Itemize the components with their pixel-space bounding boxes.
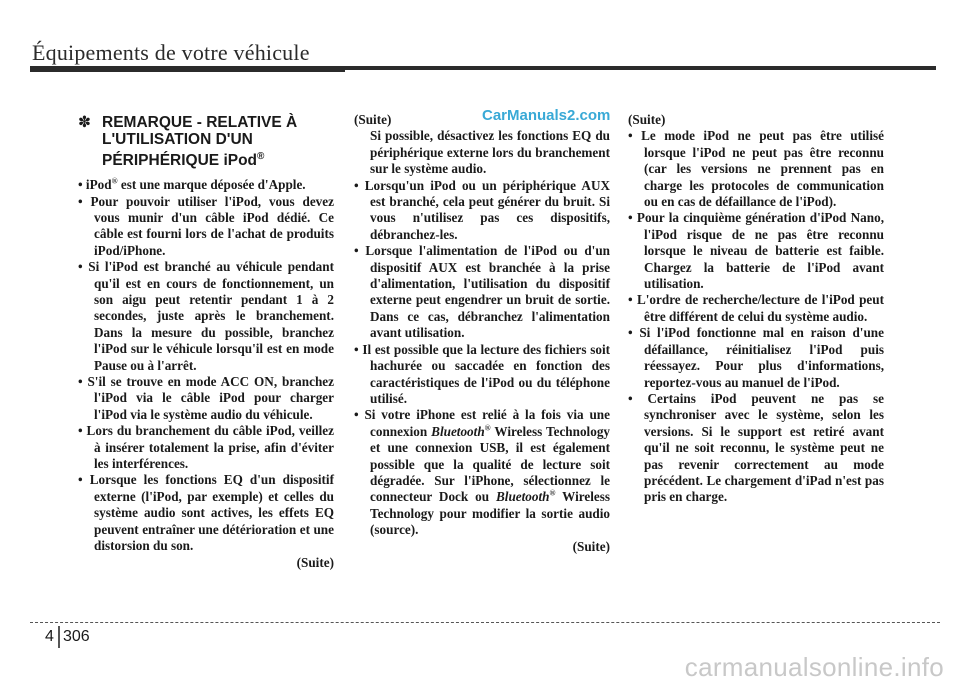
heading-line-3: PÉRIPHÉRIQUE iPod — [102, 152, 258, 170]
footer-dashed-rule — [30, 622, 940, 623]
continued-heading: (Suite) — [628, 112, 666, 127]
continued-text: Si possible, désactivez les fonctions EQ du périphérique externe lors du branchement sur le système audio. — [370, 128, 610, 177]
star-icon: ✽ — [78, 114, 91, 131]
note-item: • Lorsque l'alimentation de l'iPod ou d'un dispositif AUX est branchée à la prise d'alimentation, l'utilisation du dispositif externe peut engendrer un bruit de sortie. Dans ce cas, débranchez l'alimentation avant utilisation. — [354, 243, 610, 341]
page-header-title: Équipements de votre véhicule — [32, 40, 310, 65]
continued-label: (Suite) — [572, 538, 610, 554]
continued-label: (Suite) — [296, 554, 334, 570]
note-item: • Lorsque les fonctions EQ d'un dispositif externe (l'iPod, par exemple) et celles du système audio sont actives, les effets EQ peuvent entraîner une détérioration et une distorsion du son. — [78, 472, 334, 554]
note-item: • Si l'iPod est branché au véhicule pendant qu'il est en cours de fonctionnement, un son aigu peut retentir pendant 1 à 2 secondes, juste après le branchement. Dans la mesure du possible, branchez l'iPod sur le véhicule lorsqu'il est en mode Pause ou à l'arrêt. — [78, 259, 334, 373]
watermark-carmanuals: CarManuals2.com — [482, 107, 611, 124]
column-3 — [628, 112, 884, 506]
note-item: • L'ordre de recherche/lecture de l'iPod peut être différent de celui du système audio. — [628, 292, 884, 324]
chapter-number: 4 — [45, 628, 54, 645]
column-2 — [354, 112, 610, 555]
page-number: 306 — [63, 628, 90, 645]
note-item: • Si votre iPhone est relié à la fois via une connexion Bluetooth® Wireless Technology et une connexion USB, il est également possible que la qualité de lecture soit dégradée. Sur l'iPhone, sélectionnez le connecteur Dock ou Bluetooth® Wireless Technology pour modifier la sortie audio (source). — [354, 407, 611, 538]
section-heading — [78, 114, 334, 169]
header-rule-accent — [30, 66, 345, 72]
note-item: • Lors du branchement du câble iPod, veillez à insérer totalement la prise, afin d'éviter les interférences. — [78, 423, 334, 472]
note-item: • Certains iPod peuvent ne pas se synchroniser avec le système, selon les versions. Si le support est retiré avant qu'il ne soit reconnu, le système peut ne pas revenir correctement au mode précédent. Le chargement d'iPad n'est pas pris en charge. — [628, 390, 884, 505]
column-1 — [78, 112, 334, 571]
note-item: • S'il se trouve en mode ACC ON, branchez l'iPod via le câble iPod pour charger l'iPod via le système audio du véhicule. — [78, 374, 334, 422]
heading-line-2: L'UTILISATION D'UN — [102, 131, 253, 148]
note-item: • Le mode iPod ne peut pas être utilisé lorsque l'iPod ne peut pas être reconnu (car les versions ne prennent pas en charge les protocoles de communication ou en cas de défaillance de l'iPod). — [628, 128, 884, 210]
heading-line-1: REMARQUE - RELATIVE À — [102, 114, 298, 131]
note-item: • iPod® est une marque déposée d'Apple. — [78, 176, 306, 193]
note-item: • Si l'iPod fonctionne mal en raison d'une défaillance, réinitialisez l'iPod puis réessayez. Pour plus d'informations, reportez-vous au manuel de l'iPod. — [628, 325, 884, 390]
note-item: • Lorsqu'un iPod ou un périphérique AUX est branché, cela peut générer du bruit. Si vous n'utilisez pas ces dispositifs, débranchez-les. — [354, 177, 610, 242]
note-item: • Pour pouvoir utiliser l'iPod, vous devez vous munir d'un câble iPod dédié. Ce câble est fourni lors de l'achat de produits iPod/iPhone. — [78, 193, 334, 258]
note-item: • Pour la cinquième génération d'iPod Nano, l'iPod risque de ne pas être reconnu lorsque le niveau de batterie est faible. Chargez la batterie de l'iPod avant utilisation. — [628, 210, 884, 292]
note-item: • Il est possible que la lecture des fichiers soit hachurée ou saccadée en fonction des caractéristiques de l'iPod ou du téléphone utilisé. — [354, 341, 610, 406]
watermark-carmanualsonline: carmanualsonline.info — [684, 652, 944, 682]
continued-heading: (Suite) — [354, 112, 392, 127]
footer-divider — [58, 626, 60, 648]
registered-mark: ® — [257, 151, 265, 162]
